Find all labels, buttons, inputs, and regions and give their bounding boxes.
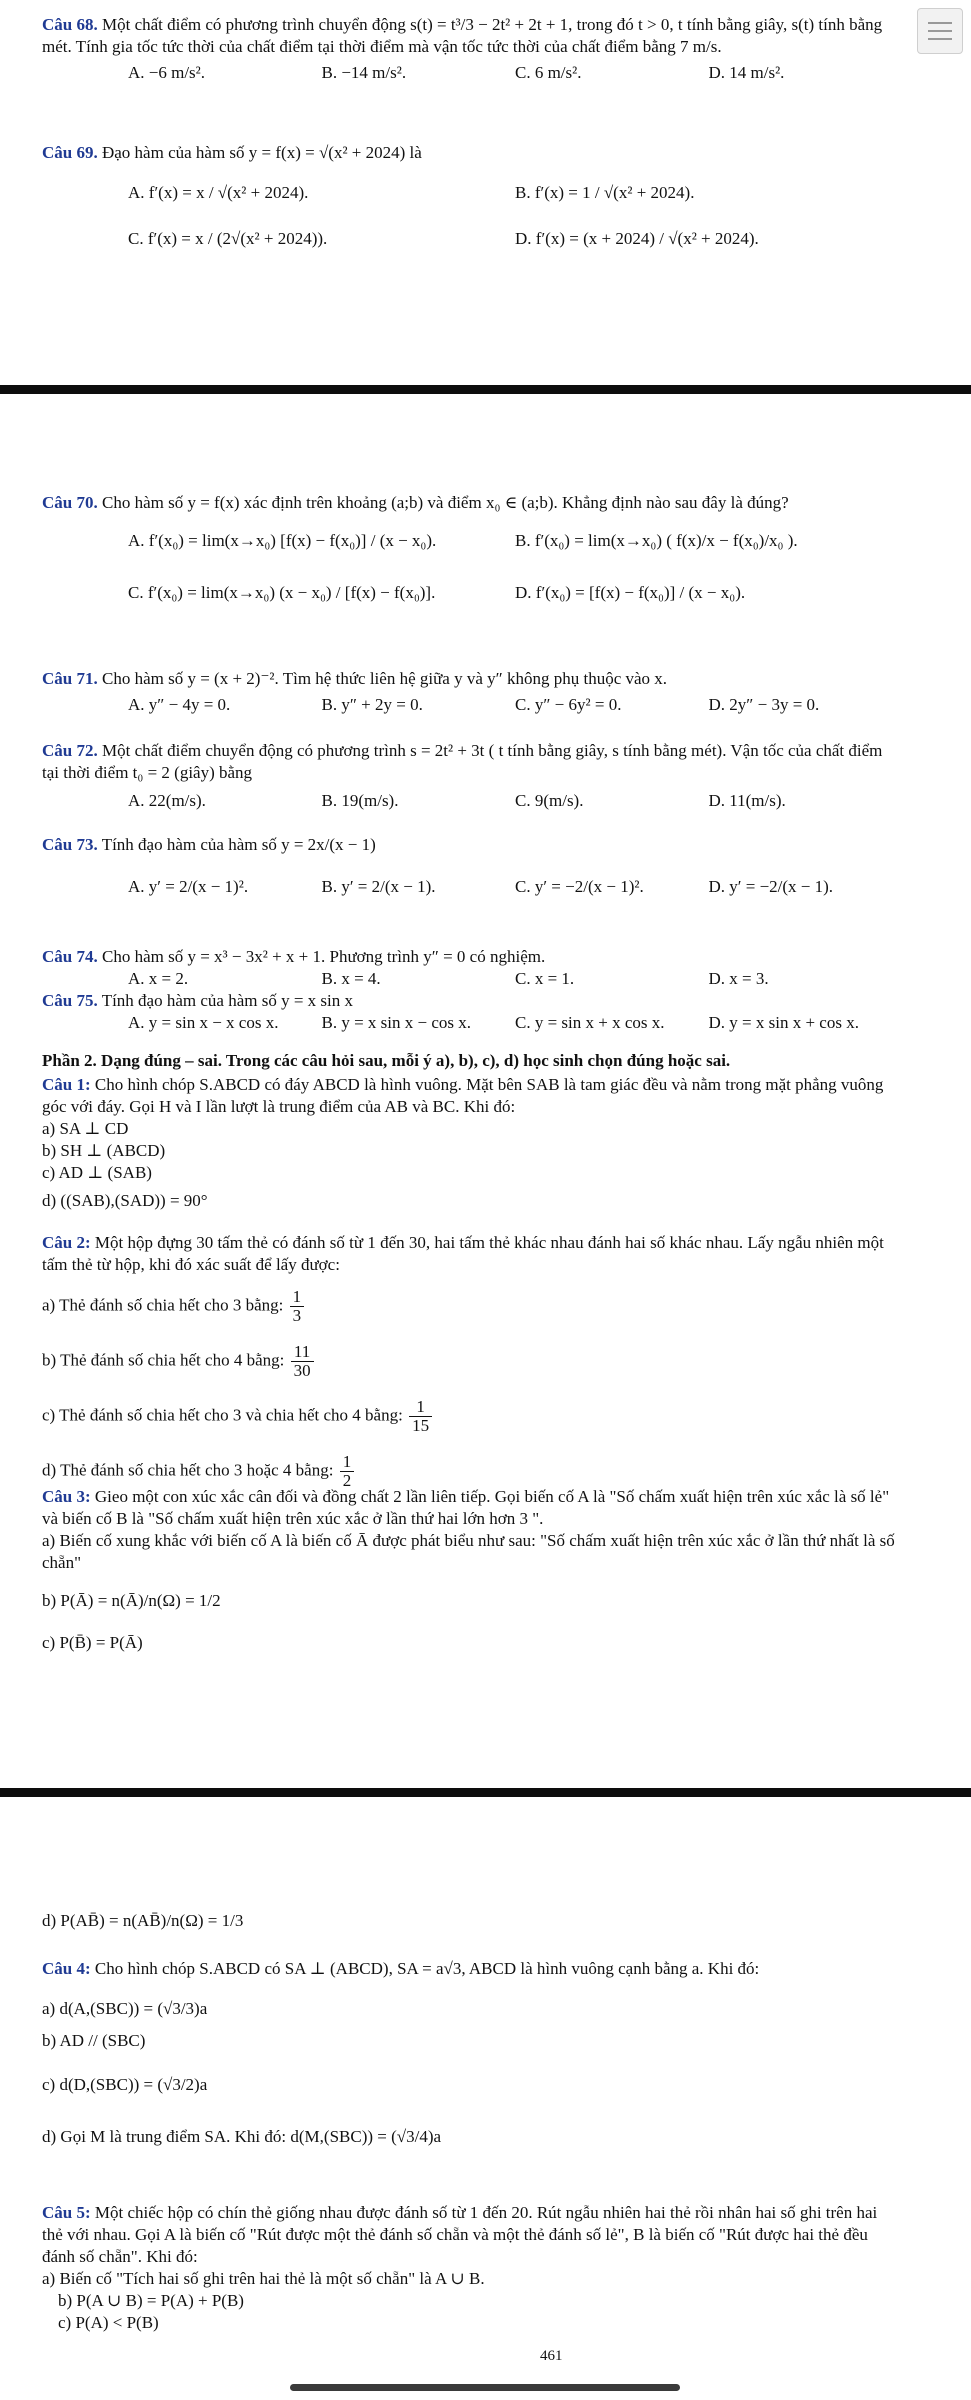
options: [42, 790, 902, 812]
option-c[interactable]: C. y′ = −2/(x − 1)².: [515, 877, 644, 896]
question-text: Cho hình chóp S.ABCD có SA ⊥ (ABCD), SA = a√3, ABCD là hình vuông cạnh bằng a. Khi đó:: [94, 1959, 760, 1978]
options: [42, 694, 902, 716]
statement-d[interactable]: d) ((SAB),(SAD)) = 90°: [42, 1191, 208, 1210]
question-68: [42, 14, 902, 84]
tf-question-1: [42, 1074, 902, 1212]
statement-d[interactable]: d) P(AB̄) = n(AB̄)/n(Ω) = 1/3: [42, 1911, 244, 1930]
option-b[interactable]: B. y″ + 2y = 0.: [321, 695, 423, 714]
option-a[interactable]: A. x = 2.: [128, 969, 189, 988]
option-b[interactable]: B. x = 4.: [321, 969, 381, 988]
statement-d[interactable]: [42, 1453, 902, 1490]
option-a[interactable]: A. −6 m/s².: [128, 63, 206, 82]
option-d[interactable]: D. f′(x) = (x + 2024) / √(x² + 2024).: [515, 229, 759, 248]
part-2-title: Phần 2. Dạng đúng – sai. Trong các câu hỏi sau, mỗi ý a), b), c), d) học sinh chọn đúng hoặc sai.: [42, 1051, 731, 1070]
question-label: Câu 2:: [42, 1233, 91, 1252]
statement-c[interactable]: c) P(A) < P(B): [58, 2313, 159, 2332]
option-b[interactable]: B. 19(m/s).: [321, 791, 399, 810]
option-d[interactable]: D. f′(x₀) = [f(x) − f(x₀)] / (x − x₀).: [515, 583, 746, 602]
question-label: Câu 5:: [42, 2203, 91, 2222]
question-73: [42, 834, 902, 898]
option-a[interactable]: A. 22(m/s).: [128, 791, 206, 810]
statement-a[interactable]: a) SA ⊥ CD: [42, 1119, 129, 1138]
question-label: Câu 1:: [42, 1075, 91, 1094]
tf-question-5: [42, 2202, 902, 2334]
question-71: [42, 668, 902, 716]
statement-a[interactable]: a) Biến cố xung khắc với biến cố A là biến cố Ā được phát biểu như sau: "Số chấm xuất hiện trên xúc xắc ở lần thứ nhất là số chẵn": [42, 1531, 895, 1572]
statement-a[interactable]: a) d(A,(SBC)) = (√3/3)a: [42, 1999, 208, 2018]
option-b[interactable]: B. f′(x₀) = lim(x→x₀) ( f(x)/x − f(x₀)/x₀ ).: [515, 531, 798, 550]
question-text: Một chất điểm chuyển động có phương trình s = 2t² + 3t ( t tính bằng giây, s tính bằng mét). Vận tốc của chất điểm tại thời điểm t₀ = 2 (giây) bằng: [42, 741, 883, 782]
statement-c[interactable]: c) P(B̄) = P(Ā): [42, 1633, 143, 1652]
option-b[interactable]: B. −14 m/s².: [321, 63, 407, 82]
option-b[interactable]: B. y′ = 2/(x − 1).: [321, 877, 436, 896]
options: [42, 582, 902, 604]
fraction-numerator: 11: [291, 1343, 314, 1362]
statement-text: a) Thẻ đánh số chia hết cho 3 bằng:: [42, 1295, 284, 1315]
options: [42, 182, 902, 204]
option-a[interactable]: A. y′ = 2/(x − 1)².: [128, 877, 249, 896]
question-text: Tính đạo hàm của hàm số y = 2x/(x − 1): [101, 835, 376, 854]
question-label: Câu 3:: [42, 1487, 91, 1506]
fraction-numerator: 1: [290, 1288, 305, 1307]
fraction-denominator: 15: [412, 1416, 430, 1435]
fraction-denominator: 3: [292, 1306, 302, 1325]
question-label: Câu 69.: [42, 143, 98, 162]
option-d[interactable]: D. x = 3.: [708, 969, 769, 988]
options: [42, 876, 902, 898]
question-label: Câu 70.: [42, 493, 98, 512]
question-label: Câu 74.: [42, 947, 98, 966]
statement-text: b) Thẻ đánh số chia hết cho 4 bằng:: [42, 1350, 285, 1370]
statement-b[interactable]: b) SH ⊥ (ABCD): [42, 1141, 166, 1160]
question-label: Câu 4:: [42, 1959, 91, 1978]
statement-c[interactable]: [42, 1398, 902, 1435]
option-a[interactable]: A. y″ − 4y = 0.: [128, 695, 231, 714]
menu-icon[interactable]: [917, 8, 963, 54]
statement-text: d) Thẻ đánh số chia hết cho 3 hoặc 4 bằng:: [42, 1460, 334, 1480]
statement-c[interactable]: c) d(D,(SBC)) = (√3/2)a: [42, 2075, 208, 2094]
options: [42, 62, 902, 84]
statement-b[interactable]: b) AD // (SBC): [42, 2031, 146, 2050]
statement-text: c) Thẻ đánh số chia hết cho 3 và chia hết cho 4 bằng:: [42, 1405, 403, 1425]
question-label: Câu 71.: [42, 669, 98, 688]
question-label: Câu 73.: [42, 835, 98, 854]
option-d[interactable]: D. 14 m/s².: [708, 63, 785, 82]
question-label: Câu 72.: [42, 741, 98, 760]
fraction-denominator: 2: [342, 1471, 352, 1490]
option-c[interactable]: C. f′(x) = x / (2√(x² + 2024)).: [128, 229, 328, 248]
tf-question-3-continued: [42, 1910, 902, 1932]
statement-b[interactable]: b) P(Ā) = n(Ā)/n(Ω) = 1/2: [42, 1591, 221, 1610]
fraction-numerator: 1: [409, 1398, 432, 1417]
option-a[interactable]: A. f′(x) = x / √(x² + 2024).: [128, 183, 309, 202]
question-text: Một chất điểm có phương trình chuyển động s(t) = t³/3 − 2t² + 2t + 1, trong đó t > 0, t tính bằng giây, s(t) tính bằng mét. Tính gia tốc tức thời của chất điểm tại thời điểm mà vận tốc tức thời của chất điểm bằng 7 m/s.: [42, 15, 883, 56]
option-d[interactable]: D. 2y″ − 3y = 0.: [708, 695, 820, 714]
question-text: Gieo một con xúc xắc cân đối và đồng chất 2 lần liên tiếp. Gọi biến cố A là "Số chấm xuất hiện trên xúc xắc là số lẻ" và biến cố B là "Số chấm xuất hiện trên xúc xắc ở lần thứ hai lớn hơn 3 ".: [42, 1487, 890, 1528]
option-c[interactable]: C. x = 1.: [515, 969, 575, 988]
option-c[interactable]: C. 6 m/s².: [515, 63, 582, 82]
statement-d[interactable]: d) Gọi M là trung điểm SA. Khi đó: d(M,(SBC)) = (√3/4)a: [42, 2127, 442, 2146]
question-75: [42, 990, 902, 1034]
question-text: Tính đạo hàm của hàm số y = x sin x: [101, 991, 354, 1010]
options: [42, 228, 902, 250]
page-separator: [0, 385, 971, 394]
option-c[interactable]: C. y = sin x + x cos x.: [515, 1013, 665, 1032]
option-a[interactable]: A. f′(x₀) = lim(x→x₀) [f(x) − f(x₀)] / (x − x₀).: [128, 531, 437, 550]
fraction-numerator: 1: [340, 1453, 355, 1472]
option-b[interactable]: B. f′(x) = 1 / √(x² + 2024).: [515, 183, 695, 202]
question-label: Câu 75.: [42, 991, 98, 1010]
page-number: 461: [540, 2348, 563, 2364]
page-separator: [0, 1788, 971, 1797]
tf-question-4: [42, 1958, 902, 2148]
option-b[interactable]: B. y = x sin x − cos x.: [321, 1013, 472, 1032]
question-70: [42, 492, 902, 604]
question-text: Cho hàm số y = x³ − 3x² + x + 1. Phương trình y″ = 0 có nghiệm.: [101, 947, 546, 966]
question-label: Câu 68.: [42, 15, 98, 34]
statement-a[interactable]: [42, 1288, 902, 1325]
option-c[interactable]: C. f′(x₀) = lim(x→x₀) (x − x₀) / [f(x) − f(x₀)].: [128, 583, 436, 602]
options: [42, 968, 902, 990]
statement-a[interactable]: a) Biến cố "Tích hai số ghi trên hai thẻ là một số chẵn" là A ∪ B.: [42, 2269, 485, 2288]
question-69: [42, 142, 902, 250]
fraction-denominator: 30: [293, 1361, 311, 1380]
question-text: Cho hàm số y = f(x) xác định trên khoảng (a;b) và điểm x₀ ∈ (a;b). Khẳng định nào sau đây là đúng?: [101, 493, 789, 512]
options: [42, 1012, 902, 1034]
question-text: Đạo hàm của hàm số y = f(x) = √(x² + 2024) là: [101, 143, 422, 162]
question-text: Một hộp đựng 30 tấm thẻ có đánh số từ 1 đến 30, hai tấm thẻ khác nhau đánh hai số khác nhau. Lấy ngẫu nhiên một tấm thẻ từ hộp, khi đó xác suất để lấy được:: [42, 1233, 884, 1274]
statement-b[interactable]: b) P(A ∪ B) = P(A) + P(B): [58, 2291, 244, 2310]
statement-b[interactable]: [42, 1343, 902, 1380]
question-text: Cho hàm số y = (x + 2)⁻². Tìm hệ thức liên hệ giữa y và y″ không phụ thuộc vào x.: [101, 669, 668, 688]
scrollbar[interactable]: [290, 2384, 680, 2391]
tf-question-3: [42, 1486, 902, 1654]
question-74: [42, 946, 902, 990]
question-text: Một chiếc hộp có chín thẻ giống nhau được đánh số từ 1 đến 20. Rút ngẫu nhiên hai thẻ rồi nhân hai số ghi trên hai thẻ với nhau. Gọi A là biến cố "Rút được một thẻ đánh số chẵn và một thẻ đánh số lẻ", B là biến cố "Rút được hai thẻ đều đánh số chẵn". Khi đó:: [42, 2203, 878, 2266]
option-c[interactable]: C. 9(m/s).: [515, 791, 584, 810]
option-d[interactable]: D. 11(m/s).: [708, 791, 786, 810]
option-d[interactable]: D. y′ = −2/(x − 1).: [708, 877, 834, 896]
tf-question-2: [42, 1232, 902, 1490]
question-72: [42, 740, 902, 812]
option-a[interactable]: A. y = sin x − x cos x.: [128, 1013, 279, 1032]
option-c[interactable]: C. y″ − 6y² = 0.: [515, 695, 622, 714]
options: [42, 530, 902, 552]
statement-c[interactable]: c) AD ⊥ (SAB): [42, 1163, 152, 1182]
question-text: Cho hình chóp S.ABCD có đáy ABCD là hình vuông. Mặt bên SAB là tam giác đều và nằm trong mặt phẳng vuông góc với đáy. Gọi H và I lần lượt là trung điểm của AB và BC. Khi đó:: [42, 1075, 884, 1116]
option-d[interactable]: D. y = x sin x + cos x.: [708, 1013, 859, 1032]
